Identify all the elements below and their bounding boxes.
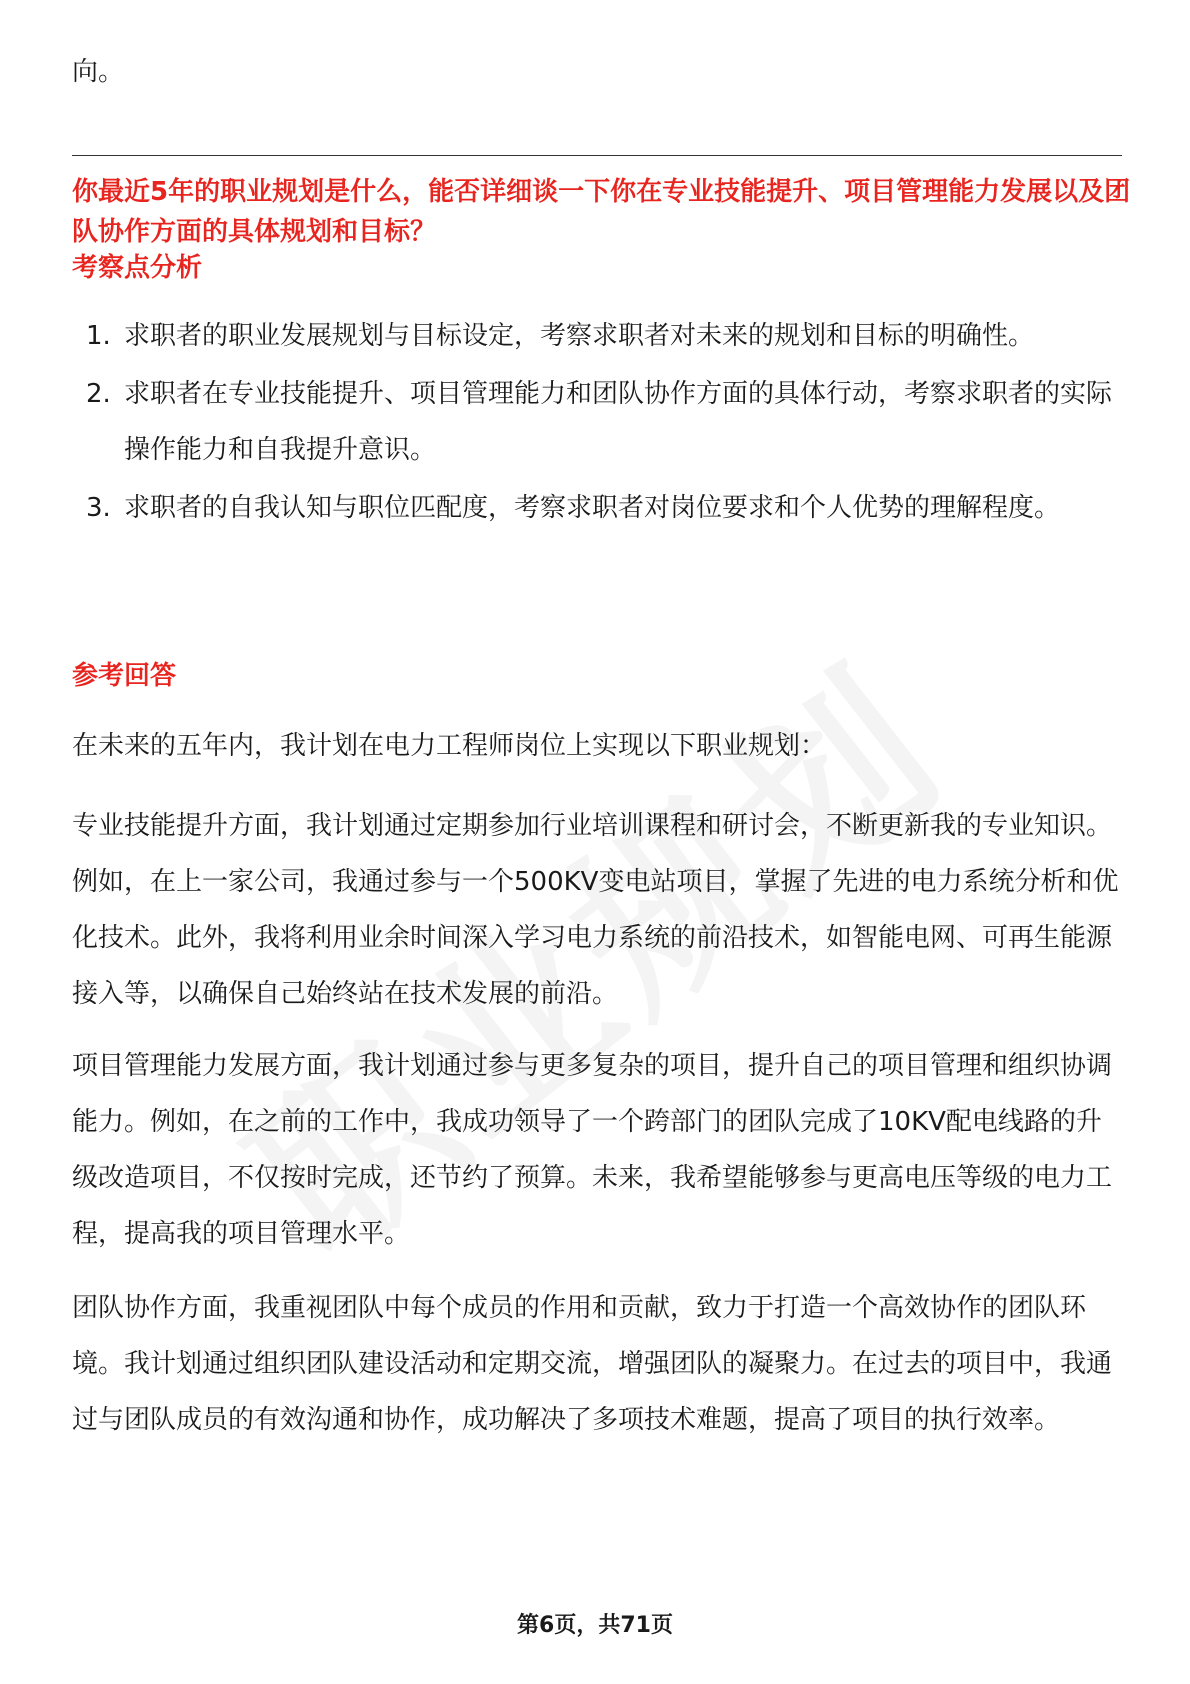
section-divider — [72, 155, 1122, 156]
answer-paragraph-skills: 专业技能提升方面，我计划通过定期参加行业培训课程和研讨会，不断更新我的专业知识。例如，在上一家公司，我通过参与一个500KV变电站项目，掌握了先进的电力系统分析和优化技术。此外，我将利用业余时间深入学习电力系统的前沿技术，如智能电网、可再生能源接入等，以确保自己始终站在技术发展的前沿。 — [72, 811, 1119, 1009]
list-number: 2. — [86, 379, 111, 409]
analysis-list — [72, 308, 1122, 538]
list-item — [72, 308, 1122, 364]
analysis-heading: 考察点分析 — [72, 253, 203, 283]
list-number: 3. — [86, 493, 111, 523]
list-item-text: 求职者在专业技能提升、项目管理能力和团队协作方面的具体行动，考察求职者的实际操作能力和自我提升意识。 — [124, 379, 1113, 465]
list-item — [72, 366, 1122, 478]
answer-intro: 在未来的五年内，我计划在电力工程师岗位上实现以下职业规划： — [72, 731, 827, 761]
top-fragment: 向。 — [72, 57, 125, 87]
page-number: 第6页，共71页 — [517, 1613, 673, 1638]
list-item — [72, 480, 1122, 536]
list-item-text: 求职者的自我认知与职位匹配度，考察求职者对岗位要求和个人优势的理解程度。 — [124, 493, 1061, 523]
answer-heading: 参考回答 — [72, 661, 177, 691]
list-item-text: 求职者的职业发展规划与目标设定，考察求职者对未来的规划和目标的明确性。 — [124, 321, 1035, 351]
answer-paragraph-teamwork: 团队协作方面，我重视团队中每个成员的作用和贡献，致力于打造一个高效协作的团队环境。我计划通过组织团队建设活动和定期交流，增强团队的凝聚力。在过去的项目中，我通过与团队成员的有效沟通和协作，成功解决了多项技术难题，提高了项目的执行效率。 — [72, 1293, 1113, 1435]
answer-paragraph-management: 项目管理能力发展方面，我计划通过参与更多复杂的项目，提升自己的项目管理和组织协调能力。例如，在之前的工作中，我成功领导了一个跨部门的团队完成了10KV配电线路的升级改造项目，不仅按时完成，还节约了预算。未来，我希望能够参与更高电压等级的电力工程，提高我的项目管理水平。 — [72, 1051, 1113, 1249]
question-title: 你最近5年的职业规划是什么，能否详细谈一下你在专业技能提升、项目管理能力发展以及团队协作方面的具体规划和目标？ — [72, 177, 1131, 247]
list-number: 1. — [86, 321, 111, 351]
